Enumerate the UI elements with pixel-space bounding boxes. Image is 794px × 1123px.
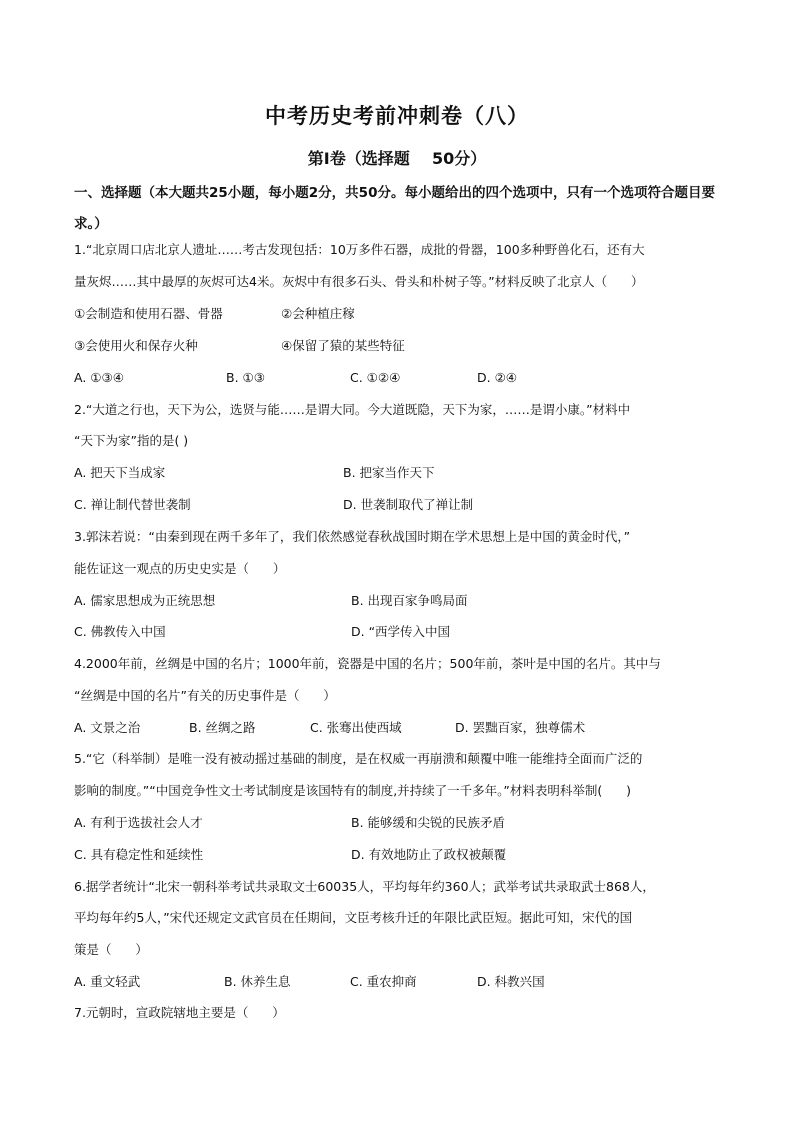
q1-stem-line1: 1.“北京周口店北京人遗址……考古发现包括：10万多件石器，成批的骨器，100多种野兽化石，还有大: [74, 242, 645, 257]
q3-option-b: B. 出现百家争鸣局面: [351, 593, 468, 608]
page-title: 中考历史考前冲刺卷（八）: [265, 104, 529, 128]
q4-option-a: A. 文景之治: [74, 720, 141, 735]
q6-option-b: B. 休养生息: [224, 974, 291, 989]
q6-stem-line3: 策是（ ）: [74, 942, 148, 957]
q4-option-b: B. 丝绸之路: [189, 720, 256, 735]
q6-stem-line1: 6.据学者统计“北宋一朝科举考试共录取文士60035人，平均每年约360人；武举考试共录取武士868人，: [74, 879, 655, 894]
q1-item-4: ④保留了猿的某些特征: [281, 338, 405, 353]
q5-option-a: A. 有利于选拔社会人才: [74, 815, 203, 830]
q1-item-3: ③会使用火和保存火种: [74, 338, 198, 353]
q7-stem-line1: 7.元朝时，宣政院辖地主要是（ ）: [74, 1005, 285, 1020]
q2-option-a: A. 把天下当成家: [74, 465, 166, 480]
q5-option-c: C. 具有稳定性和延续性: [74, 847, 204, 862]
q5-stem-line1: 5.“它（科举制）是唯一没有被动摇过基础的制度，是在权威一再崩溃和颠覆中唯一能维持全面而广泛的: [74, 751, 643, 766]
q5-stem-line2: 影响的制度。”“中国竞争性文士考试制度是该国特有的制度,并持续了一千多年。”材料表明科举制( ): [74, 783, 631, 798]
q6-stem-line2: 平均每年约5人，”宋代还规定文武官员在任期间，文臣考核升迁的年限比武臣短。据此可知，宋代的国: [74, 910, 633, 925]
q2-option-b: B. 把家当作天下: [343, 465, 435, 480]
q2-option-c: C. 禅让制代替世袭制: [74, 497, 191, 512]
q2-option-d: D. 世袭制取代了禅让制: [343, 497, 474, 512]
q1-option-a: A. ①③④: [74, 370, 124, 385]
q4-option-d: D. 罢黜百家，独尊儒术: [455, 720, 586, 735]
q5-option-d: D. 有效地防止了政权被颠覆: [351, 847, 507, 862]
q1-item-2: ②会种植庄稼: [281, 306, 355, 321]
part-subtitle: 第Ⅰ卷（选择题 50分）: [307, 149, 487, 168]
q3-option-c: C. 佛教传入中国: [74, 624, 166, 639]
q2-stem-line2: “天下为家”指的是( ): [74, 433, 189, 448]
section-heading: 一、选择题（本大题共25小题，每小题2分，共50分。每小题给出的四个选项中，只有一个选项符合题目要求。）: [74, 185, 715, 232]
q6-option-a: A. 重文轻武: [74, 974, 141, 989]
q4-option-c: C. 张骞出使西域: [310, 720, 402, 735]
q1-option-c: C. ①②④: [350, 370, 401, 385]
q5-option-b: B. 能够缓和尖锐的民族矛盾: [351, 815, 506, 830]
q1-stem-line2: 量灰烬……其中最厚的灰烬可达4米。灰烬中有很多石头、骨头和朴树子等。”材料反映了北京人（ ）: [74, 274, 644, 289]
q3-option-d: D. “西学传入中国: [351, 624, 451, 639]
q3-stem-line2: 能佐证这一观点的历史史实是（ ）: [74, 561, 286, 576]
q2-stem-line1: 2.“大道之行也，天下为公，选贤与能……是谓大同。今大道既隐，天下为家，……是谓小康。”材料中: [74, 402, 631, 417]
q4-stem-line2: “丝绸是中国的名片”有关的历史事件是（ ）: [74, 688, 336, 703]
q1-item-1: ①会制造和使用石器、骨器: [74, 306, 223, 321]
q6-option-c: C. 重农抑商: [350, 974, 417, 989]
q6-option-d: D. 科教兴国: [477, 974, 545, 989]
q1-option-d: D. ②④: [477, 370, 517, 385]
q1-option-b: B. ①③: [226, 370, 265, 385]
q3-option-a: A. 儒家思想成为正统思想: [74, 593, 216, 608]
q3-stem-line1: 3.郭沫若说：“由秦到现在两千多年了，我们依然感觉春秋战国时期在学术思想上是中国的黄金时代，”: [74, 529, 631, 544]
q4-stem-line1: 4.2000年前，丝绸是中国的名片；1000年前，瓷器是中国的名片；500年前，茶叶是中国的名片。其中与: [74, 656, 661, 671]
